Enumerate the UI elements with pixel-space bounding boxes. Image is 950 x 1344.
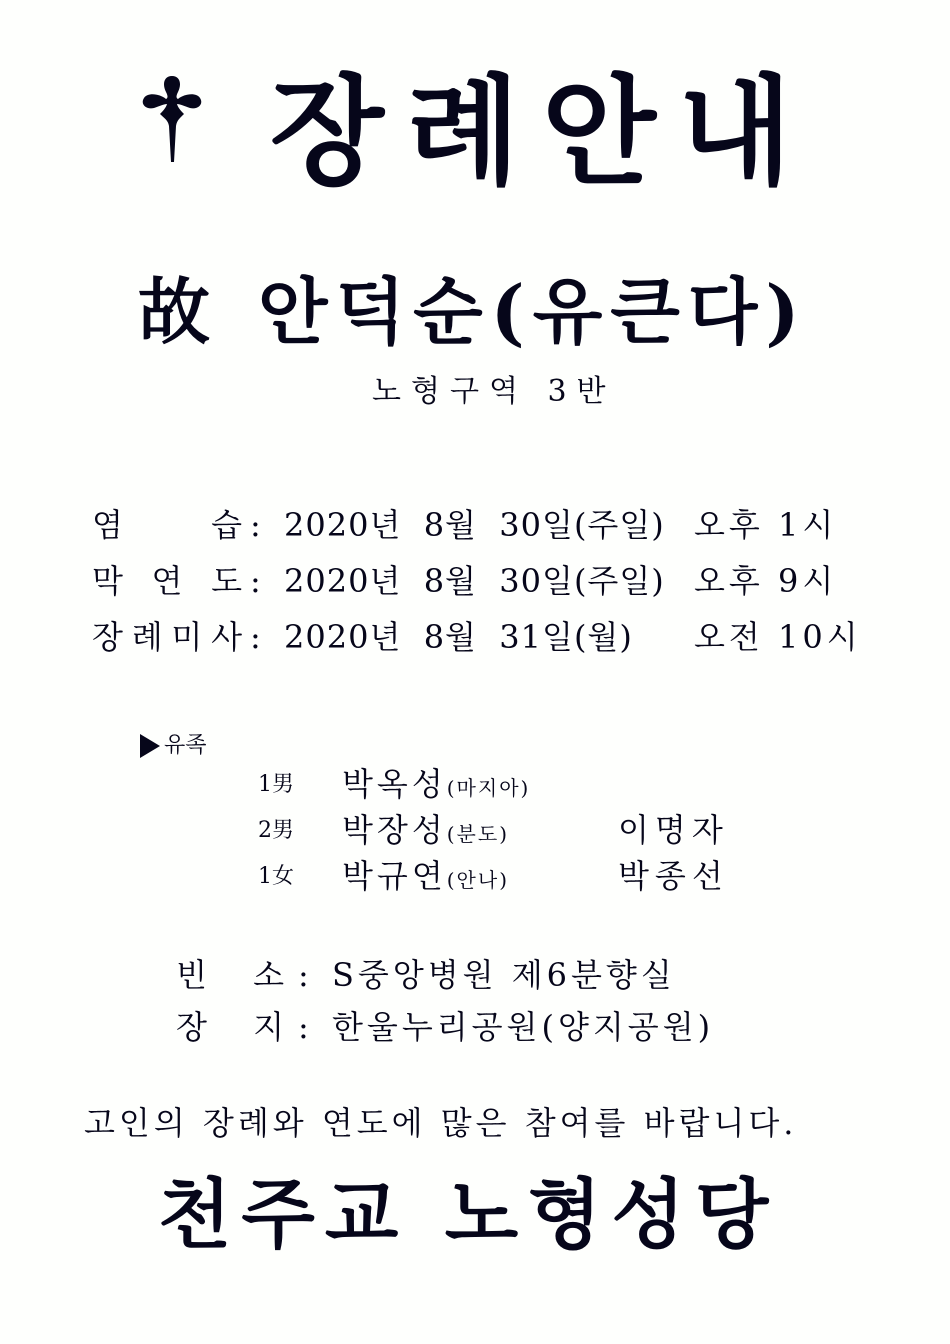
- label-char: 장: [176, 1008, 207, 1046]
- baptism-name: (마지아): [446, 776, 531, 800]
- family-header-label: 유족: [164, 733, 207, 758]
- location-row-binso: [176, 950, 776, 1002]
- family-name: [342, 808, 509, 856]
- label-char: 막: [92, 562, 123, 600]
- schedule-label: [92, 612, 242, 662]
- title-row: [140, 62, 814, 202]
- parish-name: 천주교 노형성당: [158, 1170, 779, 1259]
- schedule-row-funeral-mass: [92, 612, 892, 668]
- location-label: [176, 950, 284, 1000]
- family-relation: 1女: [258, 864, 294, 889]
- deceased-prefix: 故: [138, 269, 211, 354]
- family-row: [258, 854, 778, 900]
- baptism-name: (분도): [446, 822, 509, 846]
- location-row-burial: [176, 1002, 776, 1054]
- schedule: [92, 500, 892, 668]
- schedule-date: 2020년 8월 31일(월): [284, 618, 633, 656]
- location: [176, 950, 776, 1054]
- colon: :: [250, 618, 261, 656]
- district: 노형구역 3반: [372, 374, 616, 409]
- family-name: [342, 854, 509, 902]
- schedule-label: [92, 500, 242, 550]
- label-char: 빈: [176, 956, 207, 994]
- label-char: 례: [131, 618, 163, 656]
- family-spouse: 이명자: [618, 811, 729, 849]
- page-title: 장례안내: [270, 62, 814, 201]
- schedule-time: 오전 10시: [694, 618, 862, 656]
- label-char: 사: [211, 618, 242, 656]
- colon: :: [250, 506, 261, 544]
- location-value: 한울누리공원(양지공원): [332, 1008, 715, 1046]
- location-value: S중앙병원 제6분향실: [332, 956, 676, 994]
- label-char: 지: [253, 1008, 284, 1046]
- schedule-label: [92, 556, 242, 606]
- colon: :: [298, 1008, 309, 1046]
- family-list: [258, 762, 778, 900]
- member-name: 박규연: [342, 857, 447, 895]
- schedule-row-yeondo: [92, 556, 892, 612]
- colon: :: [250, 562, 261, 600]
- colon: :: [298, 956, 309, 994]
- family-row: [258, 762, 778, 808]
- closing-message: 고인의 장례와 연도에 많은 참여를 바랍니다.: [84, 1104, 798, 1142]
- label-char: 염: [92, 506, 123, 544]
- label-char: 소: [253, 956, 284, 994]
- label-char: 연: [151, 562, 183, 600]
- triangle-right-icon: [140, 734, 160, 758]
- schedule-row-yeomseup: [92, 500, 892, 556]
- schedule-date: 2020년 8월 30일(주일): [284, 562, 665, 600]
- deceased-name: 안덕순(유큰다): [258, 269, 808, 354]
- label-char: 장: [92, 618, 123, 656]
- family-header: [140, 728, 207, 764]
- baptism-name: (안나): [446, 868, 509, 892]
- label-char: 습: [211, 506, 242, 544]
- schedule-time: 오후 9시: [694, 562, 838, 600]
- schedule-date: 2020년 8월 30일(주일): [284, 506, 665, 544]
- deceased-line: [138, 262, 807, 362]
- label-char: 도: [211, 562, 242, 600]
- family-name: [342, 762, 530, 810]
- label-char: 미: [171, 618, 203, 656]
- cross-icon: [140, 74, 204, 164]
- member-name: 박옥성: [342, 765, 447, 803]
- family-relation: 1男: [258, 772, 294, 797]
- location-label: [176, 1002, 284, 1052]
- member-name: 박장성: [342, 811, 447, 849]
- family-spouse: 박종선: [618, 857, 729, 895]
- family-row: [258, 808, 778, 854]
- schedule-time: 오후 1시: [694, 506, 838, 544]
- family-relation: 2男: [258, 818, 294, 843]
